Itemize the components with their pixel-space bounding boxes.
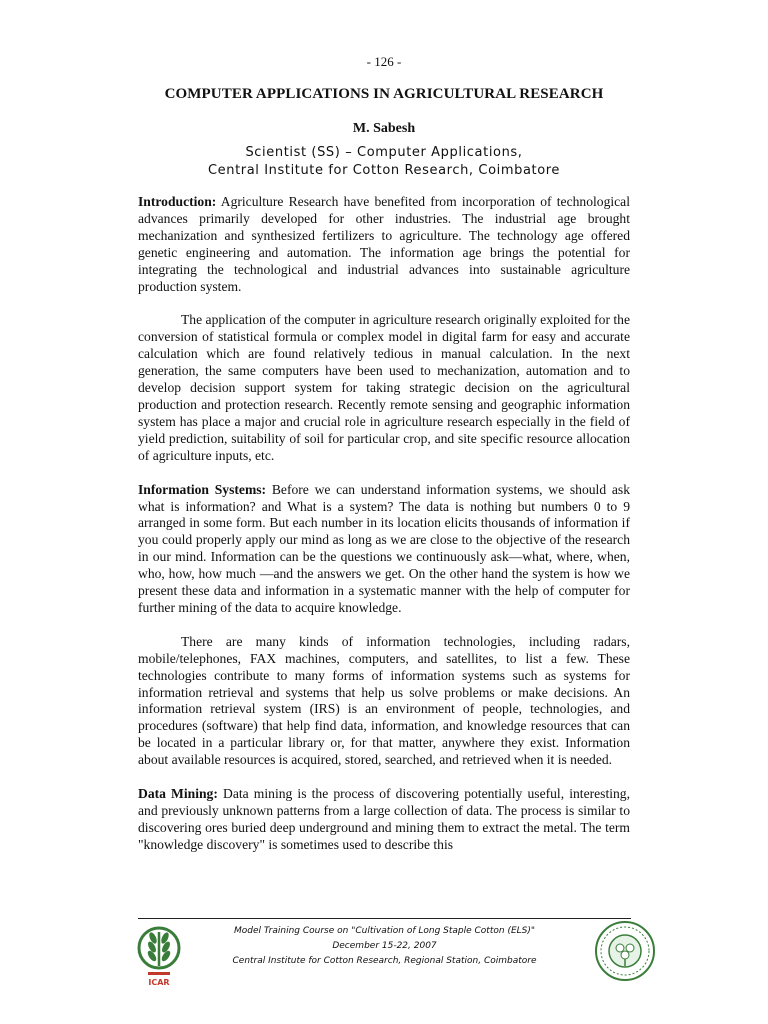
paper-title: COMPUTER APPLICATIONS IN AGRICULTURAL RESEARCH [164,86,604,102]
affiliation-line: Scientist (SS) – Computer Applications, [245,145,523,160]
paragraph-text: There are many kinds of information technologies, including radars, mobile/telephones, FAX machines, computers, and satellites, to list a few. These technologies contribute to many forms of information systems such as systems for information retrieval and systems that help us solve problems or make decisions. An information retrieval system (IRS) is an environment of people, technologies, and procedures (software) that help find data, information, and knowledge resources that can be located in a particular library or, for that matter, anywhere they exist. Information about available resources is acquired, stored, searched, and retrieved when it is needed. [138,633,630,768]
paragraph-data-mining [138,786,630,854]
section-heading: Introduction: [138,194,217,209]
paragraph [138,312,630,464]
paragraph-text: The application of the computer in agriculture research originally exploited for the conversion of statistical formula or complex model in digital farm for easy and accurate calculation which are found relatively tedious in manual calculation. In the next generation, the same computers have been used to mechanization, automation and to develop decision support system for taking strategic decision on the agricultural production and protection research. Recently remote sensing and geographic information system has place a major and crucial role in agriculture research especially in the field of yield prediction, suitability of soil for particular crop, and site specific resource allocation of agriculture inputs, etc. [138,312,630,463]
paragraph-information-systems [138,482,630,617]
page-number: - 126 - [366,54,402,69]
author-affiliation [0,144,768,180]
footer-line: December 15-22, 2007 [332,941,437,951]
paragraph [138,634,630,769]
paragraph-introduction [138,194,630,295]
affiliation-line: Central Institute for Cotton Research, Coimbatore [207,163,561,178]
footer-divider [138,918,631,919]
section-heading: Information Systems: [138,481,267,497]
paragraph-text: Data mining is the process of discovering potentially useful, interesting, and previously unknown patterns from a large collection of data. The process is similar to discovering ores buried deep underground and mining them to extract the metal. The term "knowledge discovery" is sometimes used to describe this [138,786,630,852]
footer-line: Model Training Course on "Cultivation of Long Staple Cotton (ELS)" [233,926,536,936]
footer-line: Central Institute for Cotton Research, Regional Station, Coimbatore [232,956,537,966]
logo-caption: ICAR [148,978,170,987]
footer-text [138,924,631,969]
paragraph-text: Agriculture Research have benefited from incorporation of technological advances primarily developed for other industries. The industrial age brought mechanization and synthesized fertilizers to agriculture. The technology age offered genetic engineering and automation. The information age brings the potential for integrating the technological and industrial advances into sustainable agriculture production system. [138,194,630,294]
author-name: M. Sabesh [352,121,416,136]
section-heading: Data Mining: [138,786,218,802]
paragraph-text: Before we can understand information systems, we should ask what is information? and What is a system? The data is nothing but numbers 0 to 9 arranged in some form. But each number in its location elicits thousands of information if you could properly apply our mind as long as we are close to the objective of the research in our mind. Information can be the questions we continuously ask—what, where, when, who, how, how much —and the answers we get. On the other hand the system is how we present these data and information in a systematic manner with the help of computer for further mining of the data to acquire knowledge. [138,481,630,615]
body-text [138,194,630,871]
cicr-seal-icon [594,920,656,982]
